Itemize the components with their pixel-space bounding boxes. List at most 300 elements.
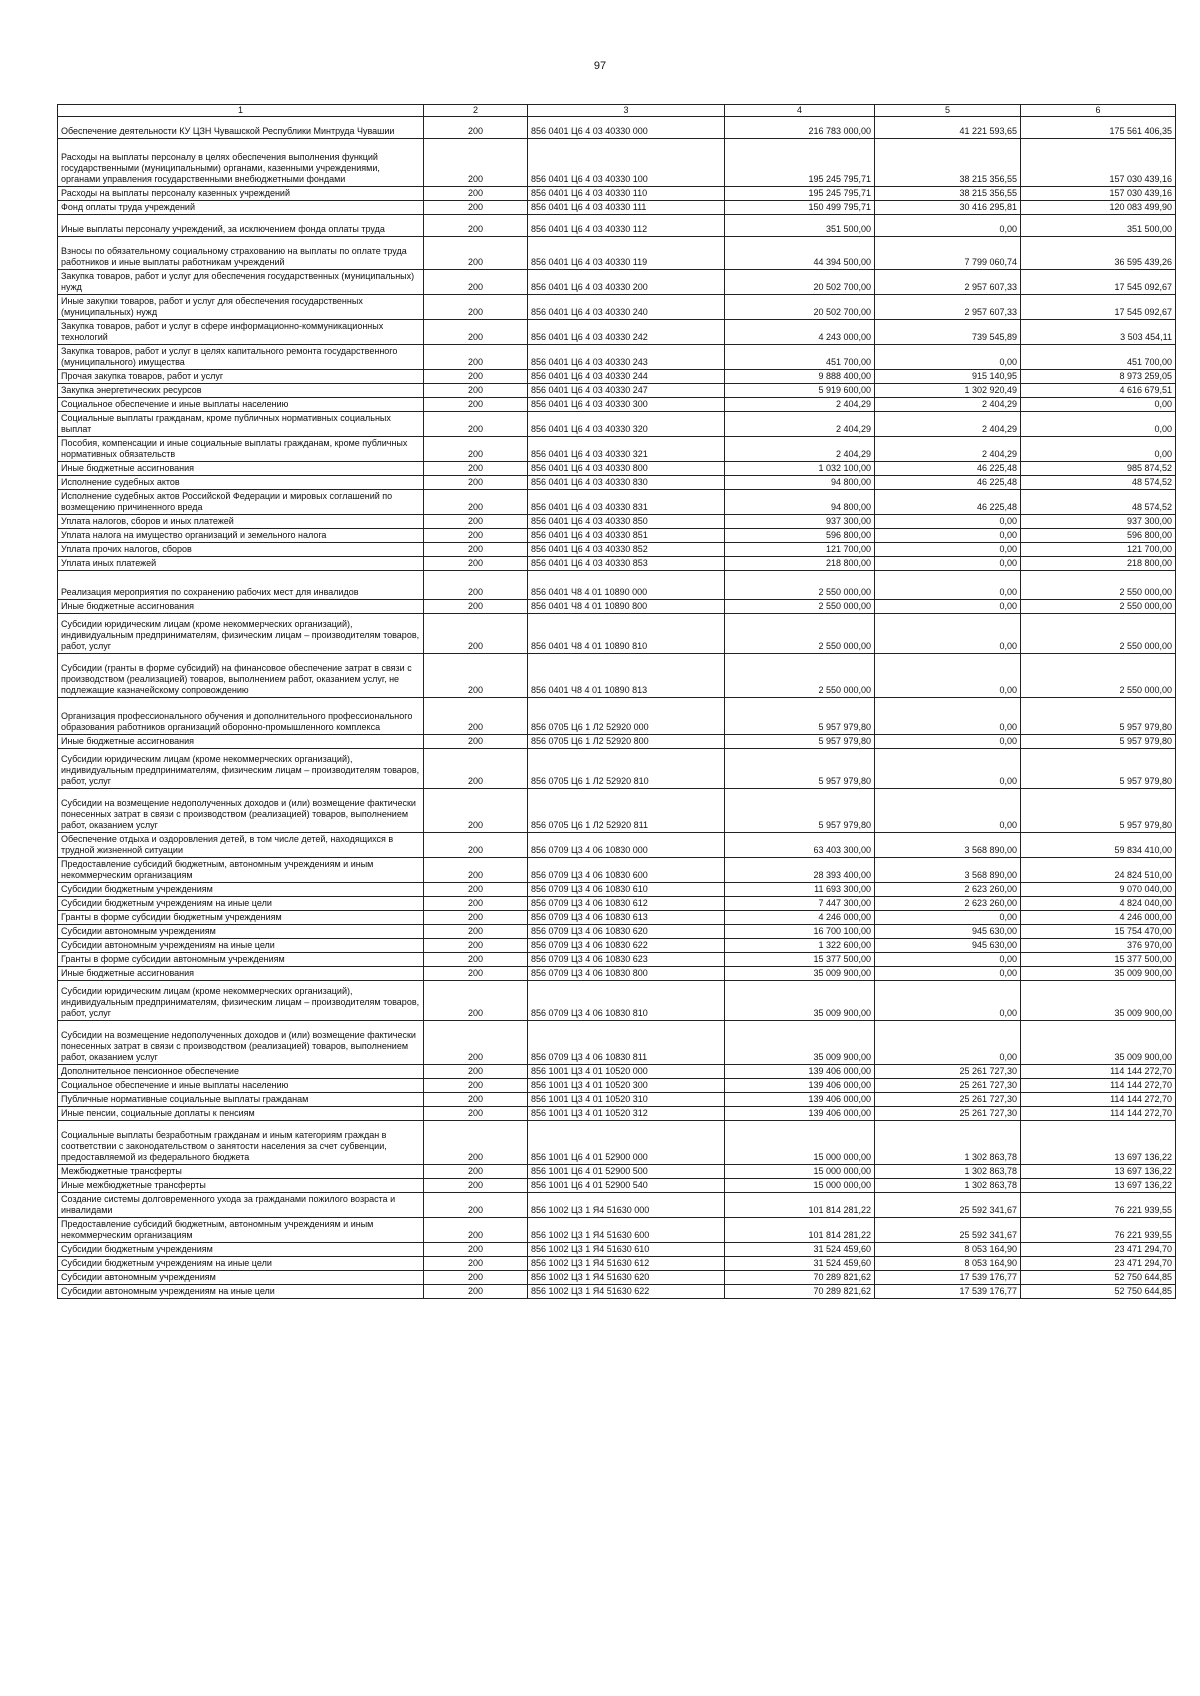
cell-v4: 2 404,29: [725, 437, 875, 462]
cell-v5: 0,00: [875, 614, 1021, 654]
cell-code: 200: [424, 833, 528, 858]
cell-v6: 23 471 294,70: [1021, 1257, 1176, 1271]
cell-name: Субсидии автономным учреждениям: [58, 925, 424, 939]
cell-code: 200: [424, 1079, 528, 1093]
cell-v4: 35 009 900,00: [725, 1021, 875, 1065]
cell-v6: 0,00: [1021, 412, 1176, 437]
cell-v5: 2 404,29: [875, 437, 1021, 462]
cell-bk: 856 0709 Ц3 4 06 10830 000: [528, 833, 725, 858]
table-row: [58, 1107, 1176, 1121]
cell-v4: 9 888 400,00: [725, 370, 875, 384]
cell-v6: 114 144 272,70: [1021, 1079, 1176, 1093]
cell-bk: 856 0401 Ц6 4 03 40330 119: [528, 237, 725, 270]
cell-bk: 856 0705 Ц6 1 Л2 52920 800: [528, 735, 725, 749]
column-header: 2: [424, 105, 528, 117]
cell-bk: 856 0401 Ц6 4 03 40330 242: [528, 320, 725, 345]
cell-v5: 0,00: [875, 543, 1021, 557]
cell-bk: 856 0401 Ц6 4 03 40330 320: [528, 412, 725, 437]
cell-code: 200: [424, 1107, 528, 1121]
cell-v5: 38 215 356,55: [875, 139, 1021, 187]
cell-v5: 0,00: [875, 967, 1021, 981]
cell-bk: 856 0401 Ц6 4 03 40330 111: [528, 201, 725, 215]
cell-v6: 451 700,00: [1021, 345, 1176, 370]
cell-code: 200: [424, 557, 528, 571]
cell-name: Иные выплаты персоналу учреждений, за исключением фонда оплаты труда: [58, 215, 424, 237]
table-row: [58, 270, 1176, 295]
cell-v4: 15 000 000,00: [725, 1121, 875, 1165]
cell-name: Иные бюджетные ассигнования: [58, 600, 424, 614]
cell-code: 200: [424, 1243, 528, 1257]
cell-name: Субсидии юридическим лицам (кроме некоммерческих организаций), индивидуальным предпринимателям, физическим лицам – производителям товаров, работ, услуг: [58, 981, 424, 1021]
cell-bk: 856 0401 Ц6 4 03 40330 321: [528, 437, 725, 462]
cell-v5: 915 140,95: [875, 370, 1021, 384]
cell-v5: 0,00: [875, 735, 1021, 749]
cell-name: Закупка товаров, работ и услуг в целях капитального ремонта государственного (муниципального) имущества: [58, 345, 424, 370]
cell-name: Пособия, компенсации и иные социальные выплаты гражданам, кроме публичных нормативных обязательств: [58, 437, 424, 462]
cell-v6: 351 500,00: [1021, 215, 1176, 237]
cell-v6: 24 824 510,00: [1021, 858, 1176, 883]
cell-bk: 856 0401 Ч8 4 01 10890 000: [528, 571, 725, 600]
budget-table: [57, 104, 1176, 1299]
cell-v4: 2 550 000,00: [725, 614, 875, 654]
cell-v6: 218 800,00: [1021, 557, 1176, 571]
cell-code: 200: [424, 897, 528, 911]
cell-v4: 5 957 979,80: [725, 698, 875, 735]
cell-v6: 76 221 939,55: [1021, 1193, 1176, 1218]
cell-v6: 376 970,00: [1021, 939, 1176, 953]
table-row: [58, 883, 1176, 897]
cell-v5: 2 957 607,33: [875, 295, 1021, 320]
cell-v5: 0,00: [875, 953, 1021, 967]
cell-name: Предоставление субсидий бюджетным, автономным учреждениям и иным некоммерческим организациям: [58, 1218, 424, 1243]
cell-name: Публичные нормативные социальные выплаты гражданам: [58, 1093, 424, 1107]
cell-code: 200: [424, 1121, 528, 1165]
cell-v4: 451 700,00: [725, 345, 875, 370]
cell-v4: 2 404,29: [725, 398, 875, 412]
cell-v4: 15 377 500,00: [725, 953, 875, 967]
cell-code: 200: [424, 1021, 528, 1065]
cell-name: Социальное обеспечение и иные выплаты населению: [58, 1079, 424, 1093]
cell-code: 200: [424, 858, 528, 883]
table-body: [58, 117, 1176, 1299]
cell-code: 200: [424, 370, 528, 384]
cell-name: Иные закупки товаров, работ и услуг для обеспечения государственных (муниципальных) нужд: [58, 295, 424, 320]
cell-v6: 15 377 500,00: [1021, 953, 1176, 967]
cell-v4: 7 447 300,00: [725, 897, 875, 911]
cell-v4: 121 700,00: [725, 543, 875, 557]
cell-v5: 0,00: [875, 654, 1021, 698]
cell-v5: 38 215 356,55: [875, 187, 1021, 201]
cell-name: Субсидии на возмещение недополученных доходов и (или) возмещение фактически понесенных затрат в связи с производством (реализацией) товаров, выполнением работ, оказанием услуг: [58, 789, 424, 833]
cell-code: 200: [424, 981, 528, 1021]
cell-v6: 52 750 644,85: [1021, 1271, 1176, 1285]
table-row: [58, 911, 1176, 925]
cell-name: Субсидии бюджетным учреждениям: [58, 883, 424, 897]
cell-bk: 856 0401 Ц6 4 03 40330 240: [528, 295, 725, 320]
cell-name: Уплата налога на имущество организаций и земельного налога: [58, 529, 424, 543]
cell-code: 200: [424, 398, 528, 412]
cell-v4: 70 289 821,62: [725, 1271, 875, 1285]
cell-v6: 937 300,00: [1021, 515, 1176, 529]
cell-v4: 101 814 281,22: [725, 1193, 875, 1218]
cell-bk: 856 0709 Ц3 4 06 10830 612: [528, 897, 725, 911]
table-row: [58, 735, 1176, 749]
cell-v5: 0,00: [875, 571, 1021, 600]
table-row: [58, 1065, 1176, 1079]
cell-name: Закупка товаров, работ и услуг для обеспечения государственных (муниципальных) нужд: [58, 270, 424, 295]
cell-v4: 28 393 400,00: [725, 858, 875, 883]
cell-name: Субсидии бюджетным учреждениям: [58, 1243, 424, 1257]
cell-v6: 13 697 136,22: [1021, 1165, 1176, 1179]
cell-v4: 2 550 000,00: [725, 654, 875, 698]
cell-v5: 30 416 295,81: [875, 201, 1021, 215]
cell-code: 200: [424, 967, 528, 981]
cell-v5: 0,00: [875, 981, 1021, 1021]
cell-v4: 20 502 700,00: [725, 295, 875, 320]
cell-bk: 856 0709 Ц3 4 06 10830 613: [528, 911, 725, 925]
cell-v6: 5 957 979,80: [1021, 749, 1176, 789]
cell-name: Социальные выплаты безработным гражданам и иным категориям граждан в соответствии с законодательством о занятости населения за счет субвенции, предоставляемой из федерального бюджета: [58, 1121, 424, 1165]
table-row: [58, 437, 1176, 462]
table-row: [58, 201, 1176, 215]
cell-name: Иные бюджетные ассигнования: [58, 462, 424, 476]
cell-v6: 35 009 900,00: [1021, 981, 1176, 1021]
cell-v5: 0,00: [875, 515, 1021, 529]
table-row: [58, 543, 1176, 557]
cell-bk: 856 1001 Ц6 4 01 52900 540: [528, 1179, 725, 1193]
cell-code: 200: [424, 529, 528, 543]
cell-v4: 5 919 600,00: [725, 384, 875, 398]
cell-v5: 0,00: [875, 749, 1021, 789]
cell-v4: 63 403 300,00: [725, 833, 875, 858]
cell-v6: 17 545 092,67: [1021, 295, 1176, 320]
cell-code: 200: [424, 614, 528, 654]
column-header: 3: [528, 105, 725, 117]
column-number-row: [58, 105, 1176, 117]
cell-v4: 101 814 281,22: [725, 1218, 875, 1243]
cell-name: Иные бюджетные ассигнования: [58, 967, 424, 981]
cell-bk: 856 1001 Ц3 4 01 10520 000: [528, 1065, 725, 1079]
cell-bk: 856 1001 Ц3 4 01 10520 312: [528, 1107, 725, 1121]
table-row: [58, 237, 1176, 270]
table-row: [58, 1193, 1176, 1218]
cell-bk: 856 0401 Ц6 4 03 40330 851: [528, 529, 725, 543]
cell-bk: 856 1002 Ц3 1 Я4 51630 622: [528, 1285, 725, 1299]
table-row: [58, 981, 1176, 1021]
cell-v6: 0,00: [1021, 437, 1176, 462]
cell-code: 200: [424, 1165, 528, 1179]
cell-code: 200: [424, 476, 528, 490]
cell-code: 200: [424, 295, 528, 320]
cell-bk: 856 0401 Ц6 4 03 40330 000: [528, 117, 725, 139]
cell-v4: 218 800,00: [725, 557, 875, 571]
cell-code: 200: [424, 1065, 528, 1079]
cell-v5: 1 302 863,78: [875, 1179, 1021, 1193]
cell-code: 200: [424, 654, 528, 698]
cell-name: Исполнение судебных актов: [58, 476, 424, 490]
cell-code: 200: [424, 1218, 528, 1243]
cell-v6: 8 973 259,05: [1021, 370, 1176, 384]
cell-code: 200: [424, 1179, 528, 1193]
cell-v5: 25 261 727,30: [875, 1107, 1021, 1121]
table-row: [58, 1179, 1176, 1193]
cell-v5: 0,00: [875, 345, 1021, 370]
cell-code: 200: [424, 215, 528, 237]
cell-v5: 945 630,00: [875, 925, 1021, 939]
cell-name: Субсидии на возмещение недополученных доходов и (или) возмещение фактически понесенных затрат в связи с производством (реализацией) товаров, выполнением работ, оказанием услуг: [58, 1021, 424, 1065]
cell-v5: 2 623 260,00: [875, 883, 1021, 897]
table-row: [58, 897, 1176, 911]
cell-v5: 41 221 593,65: [875, 117, 1021, 139]
cell-v4: 16 700 100,00: [725, 925, 875, 939]
cell-bk: 856 0401 Ц6 4 03 40330 110: [528, 187, 725, 201]
cell-code: 200: [424, 789, 528, 833]
cell-v4: 139 406 000,00: [725, 1107, 875, 1121]
table-row: [58, 1021, 1176, 1065]
cell-bk: 856 0401 Ц6 4 03 40330 200: [528, 270, 725, 295]
cell-v6: 4 824 040,00: [1021, 897, 1176, 911]
cell-code: 200: [424, 1271, 528, 1285]
cell-bk: 856 0401 Ч8 4 01 10890 800: [528, 600, 725, 614]
cell-v4: 195 245 795,71: [725, 187, 875, 201]
cell-v6: 9 070 040,00: [1021, 883, 1176, 897]
cell-v6: 2 550 000,00: [1021, 600, 1176, 614]
cell-v4: 150 499 795,71: [725, 201, 875, 215]
cell-code: 200: [424, 883, 528, 897]
cell-bk: 856 0709 Ц3 4 06 10830 610: [528, 883, 725, 897]
table-row: [58, 833, 1176, 858]
cell-v5: 8 053 164,90: [875, 1257, 1021, 1271]
cell-code: 200: [424, 911, 528, 925]
cell-code: 200: [424, 490, 528, 515]
cell-v6: 35 009 900,00: [1021, 967, 1176, 981]
table-row: [58, 345, 1176, 370]
cell-code: 200: [424, 1285, 528, 1299]
cell-v6: 36 595 439,26: [1021, 237, 1176, 270]
cell-v5: 0,00: [875, 698, 1021, 735]
cell-v4: 15 000 000,00: [725, 1165, 875, 1179]
cell-name: Межбюджетные трансферты: [58, 1165, 424, 1179]
cell-v5: 0,00: [875, 600, 1021, 614]
cell-bk: 856 0709 Ц3 4 06 10830 800: [528, 967, 725, 981]
cell-bk: 856 0401 Ц6 4 03 40330 852: [528, 543, 725, 557]
cell-v6: 13 697 136,22: [1021, 1179, 1176, 1193]
cell-name: Субсидии автономным учреждениям на иные цели: [58, 939, 424, 953]
cell-v4: 139 406 000,00: [725, 1065, 875, 1079]
cell-v6: 52 750 644,85: [1021, 1285, 1176, 1299]
cell-v5: 739 545,89: [875, 320, 1021, 345]
cell-v6: 4 616 679,51: [1021, 384, 1176, 398]
table-row: [58, 1093, 1176, 1107]
column-header: 1: [58, 105, 424, 117]
cell-v6: 120 083 499,90: [1021, 201, 1176, 215]
cell-v5: 1 302 863,78: [875, 1165, 1021, 1179]
cell-code: 200: [424, 1257, 528, 1271]
cell-name: Гранты в форме субсидии автономным учреждениям: [58, 953, 424, 967]
cell-code: 200: [424, 543, 528, 557]
cell-v5: 17 539 176,77: [875, 1285, 1021, 1299]
cell-v4: 937 300,00: [725, 515, 875, 529]
cell-v4: 70 289 821,62: [725, 1285, 875, 1299]
cell-name: Уплата налогов, сборов и иных платежей: [58, 515, 424, 529]
cell-name: Социальное обеспечение и иные выплаты населению: [58, 398, 424, 412]
table-row: [58, 320, 1176, 345]
table-row: [58, 215, 1176, 237]
cell-name: Организация профессионального обучения и дополнительного профессионального образования работников организаций оборонно-промышленного комплекса: [58, 698, 424, 735]
cell-v6: 157 030 439,16: [1021, 139, 1176, 187]
cell-code: 200: [424, 515, 528, 529]
cell-v4: 31 524 459,60: [725, 1257, 875, 1271]
table-row: [58, 749, 1176, 789]
cell-bk: 856 1002 Ц3 1 Я4 51630 000: [528, 1193, 725, 1218]
cell-v6: 15 754 470,00: [1021, 925, 1176, 939]
cell-bk: 856 0401 Ч8 4 01 10890 813: [528, 654, 725, 698]
cell-v6: 17 545 092,67: [1021, 270, 1176, 295]
cell-v4: 2 550 000,00: [725, 571, 875, 600]
table-row: [58, 571, 1176, 600]
cell-name: Создание системы долговременного ухода за гражданами пожилого возраста и инвалидами: [58, 1193, 424, 1218]
cell-v4: 20 502 700,00: [725, 270, 875, 295]
cell-v6: 596 800,00: [1021, 529, 1176, 543]
cell-code: 200: [424, 749, 528, 789]
table-row: [58, 117, 1176, 139]
cell-name: Субсидии бюджетным учреждениям на иные цели: [58, 897, 424, 911]
cell-name: Предоставление субсидий бюджетным, автономным учреждениям и иным некоммерческим организациям: [58, 858, 424, 883]
cell-code: 200: [424, 925, 528, 939]
cell-name: Субсидии бюджетным учреждениям на иные цели: [58, 1257, 424, 1271]
cell-v5: 3 568 890,00: [875, 833, 1021, 858]
table-row: [58, 295, 1176, 320]
cell-v5: 25 261 727,30: [875, 1065, 1021, 1079]
table-row: [58, 1257, 1176, 1271]
cell-v4: 5 957 979,80: [725, 749, 875, 789]
table-row: [58, 654, 1176, 698]
cell-code: 200: [424, 237, 528, 270]
cell-v4: 596 800,00: [725, 529, 875, 543]
cell-code: 200: [424, 939, 528, 953]
cell-v6: 121 700,00: [1021, 543, 1176, 557]
cell-v6: 157 030 439,16: [1021, 187, 1176, 201]
cell-v5: 7 799 060,74: [875, 237, 1021, 270]
table-row: [58, 1165, 1176, 1179]
cell-v6: 59 834 410,00: [1021, 833, 1176, 858]
cell-name: Реализация мероприятия по сохранению рабочих мест для инвалидов: [58, 571, 424, 600]
cell-code: 200: [424, 571, 528, 600]
cell-name: Субсидии юридическим лицам (кроме некоммерческих организаций), индивидуальным предпринимателям, физическим лицам – производителям товаров, работ, услуг: [58, 749, 424, 789]
cell-v6: 985 874,52: [1021, 462, 1176, 476]
cell-v5: 0,00: [875, 557, 1021, 571]
cell-code: 200: [424, 320, 528, 345]
cell-name: Дополнительное пенсионное обеспечение: [58, 1065, 424, 1079]
table-row: [58, 967, 1176, 981]
cell-v4: 4 243 000,00: [725, 320, 875, 345]
column-header: 6: [1021, 105, 1176, 117]
cell-v6: 5 957 979,80: [1021, 789, 1176, 833]
cell-bk: 856 1001 Ц6 4 01 52900 000: [528, 1121, 725, 1165]
cell-name: Закупка товаров, работ и услуг в сфере информационно-коммуникационных технологий: [58, 320, 424, 345]
table-row: [58, 1079, 1176, 1093]
cell-code: 200: [424, 117, 528, 139]
cell-v4: 4 246 000,00: [725, 911, 875, 925]
table-row: [58, 557, 1176, 571]
cell-v4: 44 394 500,00: [725, 237, 875, 270]
cell-name: Иные пенсии, социальные доплаты к пенсиям: [58, 1107, 424, 1121]
cell-v5: 0,00: [875, 529, 1021, 543]
cell-v6: 2 550 000,00: [1021, 571, 1176, 600]
cell-code: 200: [424, 1093, 528, 1107]
cell-bk: 856 0709 Ц3 4 06 10830 620: [528, 925, 725, 939]
cell-name: Прочая закупка товаров, работ и услуг: [58, 370, 424, 384]
cell-name: Субсидии (гранты в форме субсидий) на финансовое обеспечение затрат в связи с производством (реализацией) товаров, выполнением работ, оказанием услуг, не подлежащие казначейскому сопровождению: [58, 654, 424, 698]
cell-v6: 76 221 939,55: [1021, 1218, 1176, 1243]
cell-v5: 2 404,29: [875, 412, 1021, 437]
cell-bk: 856 0401 Ц6 4 03 40330 300: [528, 398, 725, 412]
cell-v4: 5 957 979,80: [725, 735, 875, 749]
cell-v5: 8 053 164,90: [875, 1243, 1021, 1257]
cell-v4: 195 245 795,71: [725, 139, 875, 187]
cell-v6: 35 009 900,00: [1021, 1021, 1176, 1065]
cell-bk: 856 0401 Ц6 4 03 40330 244: [528, 370, 725, 384]
cell-v5: 0,00: [875, 1021, 1021, 1065]
cell-v5: 1 302 863,78: [875, 1121, 1021, 1165]
cell-bk: 856 0705 Ц6 1 Л2 52920 000: [528, 698, 725, 735]
table-row: [58, 1218, 1176, 1243]
cell-code: 200: [424, 187, 528, 201]
cell-v5: 25 592 341,67: [875, 1193, 1021, 1218]
cell-bk: 856 0401 Ц6 4 03 40330 243: [528, 345, 725, 370]
cell-bk: 856 0401 Ц6 4 03 40330 850: [528, 515, 725, 529]
cell-bk: 856 1002 Ц3 1 Я4 51630 612: [528, 1257, 725, 1271]
cell-v6: 114 144 272,70: [1021, 1107, 1176, 1121]
cell-v5: 25 261 727,30: [875, 1079, 1021, 1093]
table-row: [58, 1285, 1176, 1299]
cell-bk: 856 0709 Ц3 4 06 10830 622: [528, 939, 725, 953]
cell-bk: 856 1001 Ц3 4 01 10520 310: [528, 1093, 725, 1107]
cell-v5: 25 261 727,30: [875, 1093, 1021, 1107]
cell-v5: 25 592 341,67: [875, 1218, 1021, 1243]
table-row: [58, 139, 1176, 187]
table-row: [58, 939, 1176, 953]
cell-v6: 2 550 000,00: [1021, 614, 1176, 654]
cell-v5: 0,00: [875, 215, 1021, 237]
column-header: 5: [875, 105, 1021, 117]
column-header: 4: [725, 105, 875, 117]
cell-v4: 2 404,29: [725, 412, 875, 437]
cell-name: Обеспечение деятельности КУ ЦЗН Чувашской Республики Минтруда Чувашии: [58, 117, 424, 139]
table-row: [58, 490, 1176, 515]
cell-code: 200: [424, 735, 528, 749]
table-row: [58, 789, 1176, 833]
cell-name: Иные бюджетные ассигнования: [58, 735, 424, 749]
cell-name: Исполнение судебных актов Российской Федерации и мировых соглашений по возмещению причиненного вреда: [58, 490, 424, 515]
table-row: [58, 187, 1176, 201]
cell-code: 200: [424, 953, 528, 967]
cell-bk: 856 0401 Ц6 4 03 40330 247: [528, 384, 725, 398]
cell-bk: 856 0709 Ц3 4 06 10830 811: [528, 1021, 725, 1065]
cell-name: Гранты в форме субсидии бюджетным учреждениям: [58, 911, 424, 925]
cell-v6: 48 574,52: [1021, 490, 1176, 515]
cell-bk: 856 1001 Ц3 4 01 10520 300: [528, 1079, 725, 1093]
cell-v5: 46 225,48: [875, 476, 1021, 490]
cell-v4: 216 783 000,00: [725, 117, 875, 139]
cell-v6: 0,00: [1021, 398, 1176, 412]
cell-bk: 856 0401 Ц6 4 03 40330 100: [528, 139, 725, 187]
cell-code: 200: [424, 139, 528, 187]
cell-v5: 3 568 890,00: [875, 858, 1021, 883]
cell-bk: 856 0401 Ц6 4 03 40330 112: [528, 215, 725, 237]
table-row: [58, 529, 1176, 543]
cell-v4: 11 693 300,00: [725, 883, 875, 897]
